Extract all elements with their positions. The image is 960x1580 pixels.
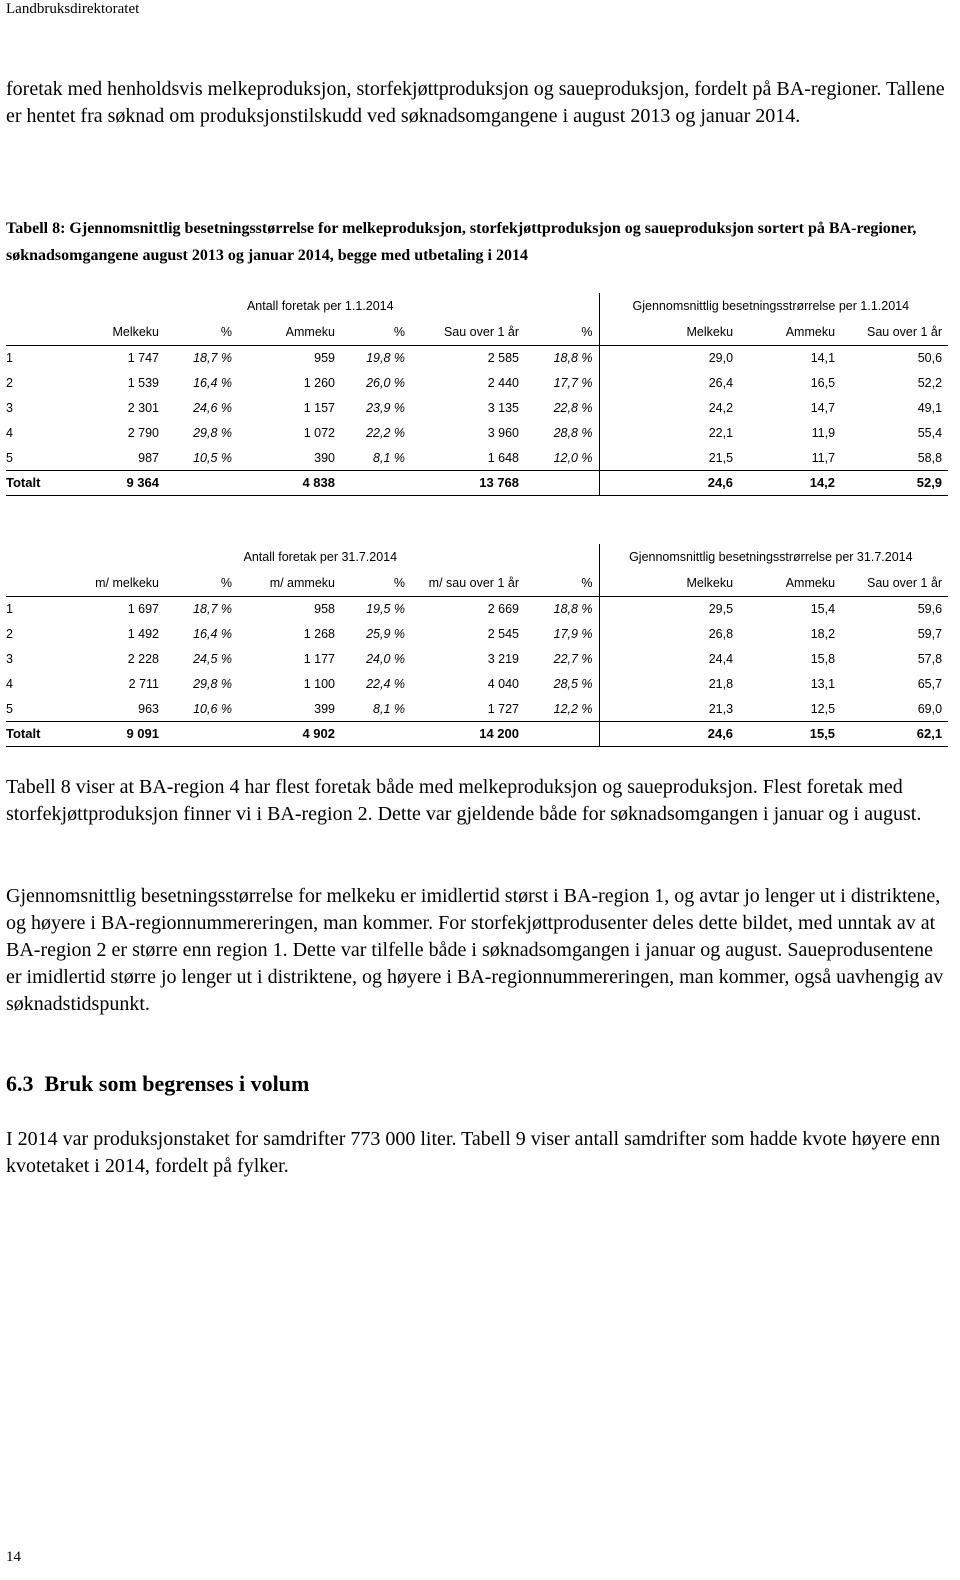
total-cell: 14,2 <box>739 470 841 495</box>
percent-cell: 22,4 % <box>366 676 405 691</box>
average-cell: 16,5 <box>810 376 836 391</box>
value-cell: 1 100 <box>303 676 335 691</box>
table-row <box>6 696 948 721</box>
value-cell: 3 219 <box>487 651 519 666</box>
percent-cell: 16,4 % <box>193 376 232 391</box>
average-cell: 52,2 <box>917 376 943 391</box>
percent-cell: 18,8 % <box>553 351 593 366</box>
value-cell: 1 648 <box>487 450 519 465</box>
percent-cell: 17,7 % <box>553 376 593 391</box>
percent-cell: 8,1 % <box>373 450 405 465</box>
column-header: Sau over 1 år <box>841 570 948 597</box>
table-row <box>6 371 948 396</box>
total-cell: 14 200 <box>411 721 525 746</box>
percent-cell: 19,8 % <box>366 351 405 366</box>
column-header: Melkeku <box>599 570 739 597</box>
section-title: Bruk som begrenses i volum <box>44 1071 310 1096</box>
value-cell: 399 <box>314 701 335 716</box>
value-cell: 2 545 <box>487 627 519 642</box>
total-cell: 52,9 <box>841 470 948 495</box>
region-cell: 2 <box>6 627 13 642</box>
percent-cell: 29,8 % <box>193 425 232 440</box>
average-cell: 11,7 <box>811 450 836 465</box>
total-row <box>6 470 948 495</box>
average-cell: 18,2 <box>810 627 836 642</box>
value-cell: 1 747 <box>127 351 159 366</box>
body-paragraph-2: Gjennomsnittlig besetningsstørrelse for melkeku er imidlertid størst i BA-region 1, og avtar jo lenger ut i distriktene, og høyere i BA-regionnummereringen, man kommer. For storfekjøttprodusenter deles dette bildet, med unntak av at BA-region 2 er større enn region 1. Dette var tilfelle både i søknadsomgangen i januar og august. Saueprodusentene er imidlertid større jo lenger ut i distriktene, og høyere i BA-regionnummereringen, man kommer, også uavhengig av søknadstidspunkt. <box>6 885 944 1015</box>
region-cell: 3 <box>6 400 13 415</box>
average-cell: 26,4 <box>599 371 739 396</box>
percent-cell: 19,5 % <box>366 602 405 617</box>
percent-cell: 8,1 % <box>373 701 405 716</box>
table-2 <box>6 544 948 747</box>
value-cell: 1 539 <box>127 376 159 391</box>
table-row <box>6 420 948 445</box>
average-cell: 12,5 <box>810 701 836 716</box>
table-row <box>6 396 948 421</box>
total-label: Totalt <box>6 470 48 495</box>
table-row <box>6 597 948 622</box>
percent-cell: 12,2 % <box>553 701 593 716</box>
average-cell: 49,1 <box>917 400 943 415</box>
value-cell: 2 790 <box>127 425 159 440</box>
percent-cell: 17,9 % <box>553 627 593 642</box>
value-cell: 1 260 <box>303 376 335 391</box>
table-row <box>6 346 948 371</box>
percent-cell: 18,8 % <box>553 602 593 617</box>
body-paragraph-3: I 2014 var produksjonstaket for samdrifter 773 000 liter. Tabell 9 viser antall samdrifter som hadde kvote høyere enn kvotetaket i 2014, fordelt på fylker. <box>6 1128 941 1177</box>
average-cell: 65,7 <box>917 676 943 691</box>
value-cell: 958 <box>314 602 335 617</box>
value-cell: 390 <box>314 450 335 465</box>
percent-cell: 24,6 % <box>193 400 232 415</box>
column-header: % <box>341 570 411 597</box>
value-cell: 963 <box>138 701 159 716</box>
region-cell: 4 <box>6 425 13 440</box>
average-cell: 29,0 <box>599 346 739 371</box>
average-cell: 14,1 <box>810 351 836 366</box>
percent-cell: 22,8 % <box>553 400 593 415</box>
average-cell: 15,8 <box>810 651 836 666</box>
value-cell: 1 072 <box>303 425 335 440</box>
group-header-right: Gjennomsnittlig besetningsstrørrelse per 31.7.2014 <box>599 544 948 570</box>
column-header: m/ melkeku <box>48 570 165 597</box>
percent-cell: 24,5 % <box>193 651 232 666</box>
column-header: Melkeku <box>599 319 739 346</box>
group-header-left: Antall foretak per 1.1.2014 <box>246 299 394 313</box>
value-cell: 987 <box>138 450 159 465</box>
column-header: Sau over 1 år <box>841 319 948 346</box>
average-cell: 15,4 <box>810 602 836 617</box>
region-cell: 3 <box>6 651 13 666</box>
percent-cell: 25,9 % <box>366 627 405 642</box>
column-header: % <box>525 319 599 346</box>
column-header: Ammeku <box>238 319 341 346</box>
table-caption: Tabell 8: Gjennomsnittlig besetningsstørrelse for melkeproduksjon, storfekjøttproduksjon og saueproduksjon sortert på BA-regioner, søknadsomgangene august 2013 og januar 2014, begge med utbetaling i 2014 <box>6 220 917 264</box>
group-header-right: Gjennomsnittlig besetningsstrørrelse per 1.1.2014 <box>599 293 948 319</box>
value-cell: 4 040 <box>487 676 519 691</box>
percent-cell: 23,9 % <box>366 400 405 415</box>
percent-cell: 24,0 % <box>366 651 405 666</box>
average-cell: 26,8 <box>599 622 739 647</box>
total-cell: 62,1 <box>841 721 948 746</box>
total-cell: 15,5 <box>739 721 841 746</box>
column-header: m/ sau over 1 år <box>411 570 525 597</box>
table-row <box>6 622 948 647</box>
percent-cell: 18,7 % <box>193 602 232 617</box>
value-cell: 2 711 <box>128 676 159 691</box>
total-cell: 24,6 <box>599 470 739 495</box>
total-cell: 9 364 <box>48 470 165 495</box>
column-header-row <box>6 319 948 346</box>
average-cell: 21,8 <box>599 671 739 696</box>
average-cell: 50,6 <box>917 351 943 366</box>
page-number: 14 <box>6 1549 21 1565</box>
average-cell: 21,5 <box>599 445 739 470</box>
table-row <box>6 445 948 470</box>
column-header: Sau over 1 år <box>411 319 525 346</box>
average-cell: 29,5 <box>599 597 739 622</box>
average-cell: 13,1 <box>810 676 836 691</box>
value-cell: 3 960 <box>487 425 519 440</box>
total-cell: 4 838 <box>238 470 341 495</box>
value-cell: 1 697 <box>127 602 159 617</box>
section-number: 6.3 <box>6 1071 34 1096</box>
table-row <box>6 671 948 696</box>
average-cell: 57,8 <box>917 651 943 666</box>
region-cell: 1 <box>6 602 13 617</box>
percent-cell: 18,7 % <box>193 351 232 366</box>
total-label: Totalt <box>6 721 48 746</box>
percent-cell: 28,5 % <box>553 676 593 691</box>
column-header: Ammeku <box>739 319 841 346</box>
column-header: % <box>341 319 411 346</box>
average-cell: 24,4 <box>599 647 739 672</box>
average-cell: 69,0 <box>917 701 943 716</box>
region-cell: 4 <box>6 676 13 691</box>
percent-cell: 22,7 % <box>553 651 593 666</box>
value-cell: 3 135 <box>487 400 519 415</box>
value-cell: 1 177 <box>303 651 335 666</box>
column-header: Ammeku <box>739 570 841 597</box>
value-cell: 2 669 <box>487 602 519 617</box>
table-1 <box>6 293 948 496</box>
column-header: % <box>165 319 238 346</box>
average-cell: 59,7 <box>917 627 943 642</box>
value-cell: 1 157 <box>303 400 335 415</box>
column-header: Melkeku <box>48 319 165 346</box>
value-cell: 2 585 <box>487 351 519 366</box>
table-row <box>6 647 948 672</box>
value-cell: 2 228 <box>127 651 159 666</box>
percent-cell: 16,4 % <box>193 627 232 642</box>
group-header-left: Antall foretak per 31.7.2014 <box>243 550 398 564</box>
total-cell: 13 768 <box>411 470 525 495</box>
total-cell: 4 902 <box>238 721 341 746</box>
average-cell: 14,7 <box>810 400 836 415</box>
intro-paragraph: foretak med henholdsvis melkeproduksjon, storfekjøttproduksjon og saueproduksjon, fordelt på BA-regioner. Tallene er hentet fra søknad om produksjonstilskudd ved søknadsomgangene i august 2013 og januar 2014. <box>6 78 945 127</box>
average-cell: 22,1 <box>599 420 739 445</box>
average-cell: 59,6 <box>917 602 943 617</box>
value-cell: 959 <box>314 351 335 366</box>
region-cell: 1 <box>6 351 13 366</box>
total-cell: 24,6 <box>599 721 739 746</box>
value-cell: 1 727 <box>487 701 519 716</box>
percent-cell: 22,2 % <box>366 425 405 440</box>
percent-cell: 26,0 % <box>366 376 405 391</box>
column-header-row <box>6 570 948 597</box>
body-paragraph-1: Tabell 8 viser at BA-region 4 har flest foretak både med melkeproduksjon og saueproduksjon. Flest foretak med storfekjøttproduksjon finner vi i BA-region 2. Dette var gjeldende både for søknadsomgangen i januar og i august. <box>6 776 922 825</box>
average-cell: 58,8 <box>917 450 943 465</box>
average-cell: 21,3 <box>599 696 739 721</box>
average-cell: 55,4 <box>917 425 943 440</box>
value-cell: 2 301 <box>127 400 159 415</box>
value-cell: 2 440 <box>487 376 519 391</box>
value-cell: 1 268 <box>303 627 335 642</box>
total-cell: 9 091 <box>48 721 165 746</box>
percent-cell: 29,8 % <box>193 676 232 691</box>
region-cell: 2 <box>6 376 13 391</box>
value-cell: 1 492 <box>127 627 159 642</box>
percent-cell: 10,5 % <box>193 450 232 465</box>
average-cell: 24,2 <box>599 396 739 421</box>
region-cell: 5 <box>6 450 13 465</box>
page-header: Landbruksdirektoratet <box>6 1 140 17</box>
percent-cell: 12,0 % <box>553 450 593 465</box>
region-cell: 5 <box>6 701 13 716</box>
total-row <box>6 721 948 746</box>
column-header: m/ ammeku <box>238 570 341 597</box>
percent-cell: 28,8 % <box>553 425 593 440</box>
average-cell: 11,9 <box>811 425 836 440</box>
column-header: % <box>525 570 599 597</box>
column-header: % <box>165 570 238 597</box>
section-heading <box>6 1071 309 1097</box>
percent-cell: 10,6 % <box>193 701 232 716</box>
